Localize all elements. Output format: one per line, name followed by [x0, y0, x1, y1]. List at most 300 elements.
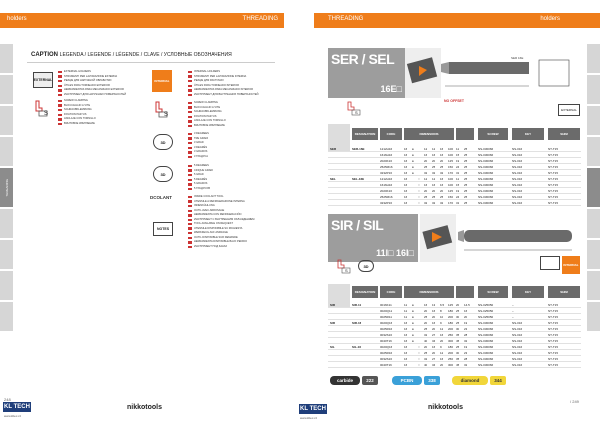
- table-cell: 25: [432, 194, 436, 199]
- table-cell: NS-016: [512, 362, 523, 367]
- flag-icon: [188, 71, 192, 73]
- external-legend-icon: EXTERNAL: [33, 72, 53, 88]
- table-cell: 2020K16: [380, 188, 393, 193]
- right-footer-url: www.kltec.cz: [300, 416, 318, 420]
- flag-icon: [188, 111, 192, 113]
- table-cell: 250: [448, 356, 454, 361]
- legend-line-text: ÚTILES PARA TORNEADO EXTERIOR: [64, 83, 110, 87]
- table-cell: 20: [424, 158, 428, 163]
- table-cell: 1212H16: [380, 146, 393, 151]
- legend-line-text: FIXATION PAR VIS: [194, 114, 217, 118]
- table-cell: 16: [432, 320, 436, 325]
- right-header-bar: [314, 13, 600, 28]
- flag-icon: [58, 85, 62, 87]
- table-cell: NT-T15: [548, 302, 559, 307]
- legend-line: [58, 104, 90, 108]
- legend-line-text: ИНСТРУМЕНТ С ВНУТРЕННИМ ОХЛАЖДЕНИЕМ: [194, 218, 255, 221]
- ser-title-box: [328, 48, 406, 98]
- table-cell: NS-016: [512, 152, 523, 157]
- legend-line-text: ИНСТРУМЕНТ ДЛЯ ВНУТРЕННИХ ПОВЕРХНОСТЕЙ: [194, 93, 259, 96]
- table-cell: NS-016: [512, 170, 523, 175]
- table-cell: 19: [456, 158, 460, 163]
- flag-icon: [188, 156, 192, 158]
- sir-coolant-badge: [540, 256, 560, 270]
- legend-line: [188, 110, 222, 114]
- table-cell: 12: [440, 350, 444, 355]
- table-cell: 170: [448, 170, 454, 175]
- table-cell: ●: [412, 146, 414, 151]
- table-cell: 30: [456, 350, 460, 355]
- table-cell: 200: [448, 326, 454, 331]
- table-cell: 16: [440, 176, 444, 181]
- legend-line-text: 5 DEGRÉS: [194, 177, 208, 181]
- svg-text:S: S: [164, 112, 169, 118]
- legend-line: [188, 155, 208, 159]
- rtab-9[interactable]: [587, 302, 600, 332]
- table-cell: 12: [432, 176, 436, 181]
- table-cell: 25: [456, 308, 460, 313]
- table-cell: 0025R16: [380, 326, 393, 331]
- svg-text:S: S: [345, 268, 348, 273]
- sir-head-key: KEY: [512, 286, 544, 298]
- table-cell: NS-016: [512, 176, 523, 181]
- kltech-logo-right: KL TECH: [300, 406, 326, 412]
- rtab-1[interactable]: [587, 44, 600, 74]
- table-cell: 16: [404, 158, 408, 163]
- caption-title: CAPTION: [31, 52, 58, 58]
- legend-line: [58, 122, 95, 126]
- table-cell: 16: [432, 308, 436, 313]
- ser-external-badge: EXTERNAL: [558, 104, 580, 116]
- legend-line-text: РЕЗЦЫ ДЛЯ РАСТОЧКИ: [194, 79, 224, 83]
- rtab-8[interactable]: [587, 271, 600, 301]
- legend-line-text: 5 ГРАДУСОВ: [194, 187, 210, 190]
- table-cell: NS-016: [512, 164, 523, 169]
- table-cell: 1212H16: [380, 176, 393, 181]
- table-cell: 20: [424, 308, 428, 313]
- table-cell: 32: [424, 170, 428, 175]
- table-cell: 0040T16: [380, 338, 392, 343]
- rtab-7[interactable]: [587, 240, 600, 270]
- table-cell: 14.5: [464, 302, 470, 307]
- sir-head-code: CODE: [380, 286, 402, 298]
- table-cell: 34: [432, 338, 436, 343]
- table-cell: NS-016: [512, 350, 523, 355]
- table-cell: –: [512, 302, 514, 307]
- rtab-2[interactable]: [587, 75, 600, 105]
- table-cell: 32: [424, 200, 428, 205]
- sir-size: 11I□ 16I□: [376, 248, 414, 258]
- flag-icon: [58, 118, 62, 120]
- legend-line-text: HERRAMIENTA DISPONIBLE BAJO PEDIDO: [194, 240, 247, 244]
- table-cell: 8: [440, 308, 442, 313]
- legend-line-text: 5 DEGREES: [194, 164, 209, 167]
- table-cell: 20: [440, 158, 444, 163]
- table-cell: 25: [464, 170, 468, 175]
- table-cell: 40: [424, 338, 428, 343]
- legend-line-text: STRUMENTI PER LAVORAZIONE INTERNA: [194, 74, 247, 78]
- legend-line: [188, 187, 210, 191]
- table-cell: 11: [404, 308, 408, 313]
- sir-head-shim: SHIM: [548, 286, 580, 298]
- table-cell: SER: [330, 146, 337, 151]
- table-cell: ●: [412, 164, 414, 169]
- caption-divider: [27, 62, 275, 63]
- table-cell: 125: [448, 188, 454, 193]
- table-cell: NS-030066: [478, 320, 494, 325]
- table-cell: 16: [424, 302, 428, 307]
- table-cell: ○: [418, 194, 420, 199]
- table-cell: 25: [424, 194, 428, 199]
- table-cell: 25: [424, 326, 428, 331]
- sir-head-spacer: [456, 286, 474, 298]
- legend-line-text: 5 GRAD: [194, 173, 204, 177]
- flag-icon: [58, 123, 62, 125]
- table-row: [328, 200, 581, 206]
- flag-icon: [188, 94, 192, 96]
- table-cell: NT-T15: [548, 188, 559, 193]
- table-cell: NT-T15: [548, 158, 559, 163]
- table-cell: NS-030066: [478, 164, 494, 169]
- table-cell: 0040T16: [380, 362, 392, 367]
- flag-icon: [188, 89, 192, 91]
- table-cell: 31: [456, 200, 460, 205]
- ser-head-shim: SHIM: [548, 128, 580, 140]
- table-cell: ○: [418, 362, 420, 367]
- legend-line-text: INSIDE COOLANT TOOL: [194, 195, 224, 198]
- material-diamond: diamond: [452, 376, 488, 385]
- table-cell: 0025R16: [380, 350, 393, 355]
- table-cell: 20: [432, 158, 436, 163]
- flag-icon: [188, 219, 192, 221]
- legend-line: [188, 141, 204, 145]
- nikko-logo-left: nikkotools: [127, 404, 163, 411]
- material-pcbn: PCBN: [392, 376, 422, 385]
- table-cell: 12: [424, 146, 428, 151]
- table-cell: NT-T15: [548, 356, 559, 361]
- table-cell: 20: [464, 314, 468, 319]
- table-cell: NS-030066: [478, 182, 494, 187]
- table-cell: 16: [464, 308, 468, 313]
- table-cell: 250: [448, 332, 454, 337]
- material-carbide-code: 222: [362, 376, 378, 385]
- legend-line: [58, 79, 111, 83]
- legend-line: [188, 245, 227, 249]
- sir-title: SIR / SIL: [331, 217, 384, 233]
- table-cell: 9: [440, 344, 442, 349]
- table-cell: 16: [440, 182, 444, 187]
- table-cell: 25: [464, 194, 468, 199]
- table-cell: ●: [412, 326, 414, 331]
- table-cell: 16: [432, 152, 436, 157]
- flag-icon: [188, 196, 192, 198]
- svg-text:SER 16E: SER 16E: [511, 56, 524, 60]
- legend-line: [188, 70, 220, 74]
- legend-line: [58, 93, 126, 97]
- flag-icon: [188, 227, 192, 229]
- table-cell: 12: [424, 176, 428, 181]
- flag-icon: [188, 125, 192, 127]
- flag-icon: [188, 200, 192, 202]
- flag-icon: [58, 94, 62, 96]
- rtab-3[interactable]: [587, 106, 600, 136]
- table-cell: NS-030066: [478, 194, 494, 199]
- table-cell: NT-T15: [548, 200, 559, 205]
- table-cell: 180: [448, 320, 454, 325]
- table-cell: 16: [404, 320, 408, 325]
- table-cell: NT-T15: [548, 152, 559, 157]
- flag-icon: [188, 246, 192, 248]
- table-cell: 125: [448, 158, 454, 163]
- legend-line-text: ИНСТРУМЕНТ ДЛЯ НАРУЖНЫХ ПОВЕРХНОСТЕЙ: [64, 93, 127, 96]
- table-cell: 16: [440, 146, 444, 151]
- sir-head-screw: SCREW: [478, 286, 508, 298]
- table-cell: NT-T15: [548, 176, 559, 181]
- caption-subtitle: LEGENDA / LEGENDE / LÉGENDE / CLAVE / УСЛОВНЫЕ ОБОЗНАЧЕНИЯ: [59, 52, 232, 58]
- table-cell: NS-030066: [478, 170, 494, 175]
- legend-line-text: ANCLAJE CON TORNILLO: [194, 119, 226, 123]
- table-cell: 1616H16: [380, 152, 393, 157]
- flag-icon: [58, 89, 62, 91]
- table-cell: NS-016: [512, 356, 523, 361]
- table-cell: NS-030066: [478, 176, 494, 181]
- svg-text:S: S: [44, 111, 49, 117]
- table-cell: 20: [432, 314, 436, 319]
- tab-8[interactable]: [0, 271, 13, 301]
- legend-line-text: SCREW CLAMPING: [194, 101, 218, 104]
- legend-line-text: ИНСТРУМЕНТ ПОД ЗАКАЗ: [194, 245, 227, 248]
- table-cell: ●: [412, 308, 414, 313]
- table-cell: 16: [404, 344, 408, 349]
- table-cell: SEL-16E: [352, 176, 365, 181]
- table-cell: 23: [464, 326, 468, 331]
- table-cell: 16: [404, 350, 408, 355]
- table-cell: 19: [464, 344, 468, 349]
- table-cell: 25: [424, 164, 428, 169]
- table-cell: NT-T15: [548, 344, 559, 349]
- table-cell: 25: [464, 152, 468, 157]
- sir-internal-badge: INTERNAL: [562, 256, 580, 274]
- flag-icon: [188, 205, 192, 207]
- tab-1[interactable]: [0, 44, 13, 74]
- table-cell: 31: [456, 170, 460, 175]
- left-footer-url: www.kltec.cz: [4, 414, 22, 418]
- table-cell: 0020Q16: [380, 344, 393, 349]
- table-cell: 16: [404, 326, 408, 331]
- legend-line-text: INNENKÜHLUNG: [194, 204, 215, 208]
- legend-line: [188, 106, 220, 110]
- ser-size: 16E□: [380, 84, 402, 94]
- ser-insert-picture: [405, 48, 441, 98]
- caption-heading: [31, 52, 232, 58]
- table-cell: NS-030066: [478, 344, 494, 349]
- table-cell: 180: [448, 344, 454, 349]
- tab-threading[interactable]: THREADING: [0, 168, 13, 208]
- legend-line: [58, 70, 91, 74]
- table-cell: NS-016: [512, 326, 523, 331]
- table-cell: 25: [464, 146, 468, 151]
- legend-line: [188, 137, 208, 141]
- legend-line-text: HERRAMIENTAS PARA MECANIZADO EXTERIOR: [64, 88, 124, 92]
- sir-insert-picture: [420, 214, 456, 262]
- table-cell: 20: [440, 362, 444, 367]
- legend-line-text: SCHRAUBKLEMMUNG: [194, 110, 222, 114]
- table-cell: NS-016: [512, 158, 523, 163]
- legend-line: [188, 173, 204, 177]
- table-cell: 32: [432, 170, 436, 175]
- table-cell: 30: [456, 326, 460, 331]
- flag-icon: [188, 116, 192, 118]
- table-cell: 25: [456, 344, 460, 349]
- table-cell: 300: [448, 338, 454, 343]
- table-cell: 16: [432, 344, 436, 349]
- table-cell: 180: [448, 308, 454, 313]
- tab-9[interactable]: [0, 302, 13, 332]
- table-cell: 16: [424, 152, 428, 157]
- table-cell: 16: [404, 194, 408, 199]
- rtab-6[interactable]: [587, 209, 600, 239]
- tab-2[interactable]: [0, 75, 13, 105]
- table-cell: ●: [412, 170, 414, 175]
- table-cell: 25: [464, 158, 468, 163]
- table-cell: 16: [404, 164, 408, 169]
- table-cell: 15: [456, 152, 460, 157]
- table-cell: 16: [440, 332, 444, 337]
- table-cell: 16: [440, 152, 444, 157]
- legend-line-text: 3 DEGRÉS: [194, 145, 208, 149]
- table-cell: SIR-16: [352, 320, 362, 325]
- flag-icon: [188, 237, 192, 239]
- table-cell: 35: [456, 356, 460, 361]
- nikko-logo-right: nikkotools: [428, 404, 464, 411]
- legend-line: [188, 195, 224, 199]
- 3d-legend-icon-2: 3D: [153, 166, 173, 182]
- flag-icon: [188, 75, 192, 77]
- table-cell: NT-T15: [548, 164, 559, 169]
- table-cell: 16: [424, 182, 428, 187]
- tab-7[interactable]: [0, 240, 13, 270]
- table-cell: SIL: [330, 344, 335, 349]
- legend-line-text: FIXATION PAR VIS: [64, 112, 87, 116]
- legend-line-text: 5 GRADOS: [194, 182, 208, 186]
- tab-3[interactable]: [0, 106, 13, 136]
- table-cell: 16: [404, 200, 408, 205]
- flag-icon: [188, 147, 192, 149]
- table-cell: NT-T15: [548, 308, 559, 313]
- table-cell: ●: [412, 302, 414, 307]
- table-cell: –: [512, 314, 514, 319]
- sir-3d-icon: 3D: [358, 260, 374, 272]
- table-cell: 0016K11: [380, 302, 392, 307]
- table-cell: SER-16E: [352, 146, 365, 151]
- table-cell: 0032S16: [380, 332, 393, 337]
- table-cell: 16: [404, 146, 408, 151]
- flag-icon: [188, 165, 192, 167]
- table-cell: NS-016: [512, 200, 523, 205]
- ser-head-key: KEY: [512, 128, 544, 140]
- table-cell: NS-030066: [478, 152, 494, 157]
- flag-icon: [188, 188, 192, 190]
- flag-icon: [188, 183, 192, 185]
- flag-icon: [58, 114, 62, 116]
- material-pcbn-code: 338: [424, 376, 440, 385]
- sir-table: [328, 284, 581, 374]
- table-cell: 27: [432, 356, 436, 361]
- table-cell: 24: [456, 164, 460, 169]
- flag-icon: [58, 100, 62, 102]
- table-cell: NT-T15: [548, 338, 559, 343]
- table-cell: 150: [448, 194, 454, 199]
- table-cell: 20: [440, 188, 444, 193]
- legend-line: [188, 169, 213, 173]
- material-carbide: carbide: [330, 376, 360, 385]
- table-cell: 32: [464, 338, 468, 343]
- table-cell: 25: [464, 182, 468, 187]
- table-cell: 25: [464, 188, 468, 193]
- flag-icon: [188, 174, 192, 176]
- table-cell: 11: [456, 146, 460, 151]
- rtab-4[interactable]: [587, 137, 600, 167]
- ser-no-offset: NO OFFSET: [444, 99, 465, 103]
- rtab-threading[interactable]: [587, 168, 600, 208]
- table-cell: ○: [418, 344, 420, 349]
- table-cell: 16: [404, 152, 408, 157]
- legend-line-text: HERRAMIENTAS PARA MECANIZADO INTERIOR: [194, 88, 253, 92]
- sir-title-box: [328, 214, 418, 262]
- legend-line: [188, 75, 246, 79]
- table-cell: 32: [464, 362, 468, 367]
- table-cell: NT-T15: [548, 320, 559, 325]
- legend-line: [188, 231, 228, 235]
- table-cell: 32: [440, 200, 444, 205]
- legend-line: [188, 200, 245, 204]
- table-cell: 25: [440, 164, 444, 169]
- table-cell: NS-030066: [478, 338, 494, 343]
- legend-line-text: 3 GRAD: [194, 141, 204, 145]
- table-cell: 16: [404, 176, 408, 181]
- left-page-number: 248: [4, 397, 11, 402]
- legend-line: [58, 99, 88, 103]
- legend-line: [188, 150, 207, 154]
- legend-line: [188, 101, 218, 105]
- flag-icon: [58, 71, 62, 73]
- right-header-section: holders: [540, 16, 560, 22]
- svg-text:S: S: [355, 110, 358, 115]
- tab-4[interactable]: [0, 137, 13, 167]
- table-cell: 20: [440, 338, 444, 343]
- table-cell: 32: [424, 332, 428, 337]
- table-cell: 25: [440, 194, 444, 199]
- table-cell: ●: [412, 314, 414, 319]
- legend-line-text: ÚTILES PARA TORNEADO INTERIOR: [194, 83, 239, 87]
- left-header-chapter: THREADING: [242, 16, 278, 22]
- table-cell: 25: [424, 350, 428, 355]
- tab-6[interactable]: [0, 209, 13, 239]
- legend-line-text: STRUMENTI PER LAVORAZIONE ESTERNA: [64, 74, 118, 78]
- table-cell: 32: [424, 356, 428, 361]
- table-cell: NS-016: [512, 194, 523, 199]
- table-cell: SIL-16: [352, 344, 362, 349]
- table-cell: 16: [432, 182, 436, 187]
- table-cell: ●: [412, 338, 414, 343]
- table-cell: 35: [456, 332, 460, 337]
- table-cell: 28: [464, 332, 468, 337]
- flag-icon: [188, 169, 192, 171]
- table-cell: NS-016: [512, 338, 523, 343]
- flag-icon: [188, 133, 192, 135]
- table-cell: NS-016: [512, 182, 523, 187]
- table-cell: NT-T15: [548, 170, 559, 175]
